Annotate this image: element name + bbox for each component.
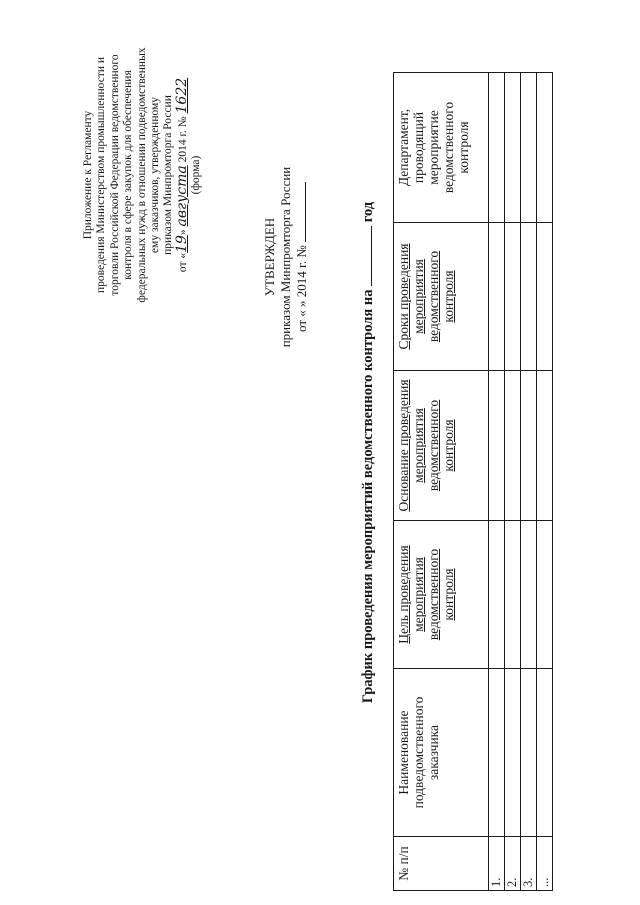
year-blank (360, 226, 372, 286)
row-number: 2. (505, 837, 521, 891)
blank-underline (294, 182, 306, 242)
approved-by: приказом Минпромторга России (278, 166, 293, 348)
row-number: ... (537, 837, 553, 891)
appendix-line: ему заказчиков, утвержденному (149, 96, 162, 254)
date-year: 2014 г. № (176, 116, 189, 163)
row-number: 1. (489, 837, 505, 891)
appendix-date-line (173, 25, 190, 325)
approved-date-text: от « » 2014 г. № (294, 245, 309, 333)
header-customer-name: Наименование подведомственного заказчика (394, 669, 489, 837)
date-prefix: от « (176, 252, 189, 273)
table-row (505, 73, 521, 891)
document-title (360, 0, 377, 905)
table-row (489, 73, 505, 891)
header-basis: Основание проведения мероприятия ведомственного контроля (394, 371, 489, 521)
table-row (521, 73, 537, 891)
table-row (537, 73, 553, 891)
title-prefix: График проведения мероприятий ведомственного контроля на (360, 289, 376, 704)
handwritten-number: 1622 (173, 77, 190, 114)
approved-date-line (294, 127, 310, 387)
appendix-line: приказом Минпромторга России (162, 95, 175, 255)
header-terms: Сроки проведения мероприятия ведомственного контроля (394, 223, 489, 371)
appendix-line: контроля в сфере закупок для обеспечения (122, 70, 135, 280)
form-label: (форма) (190, 155, 203, 195)
approved-block (262, 127, 310, 387)
table-header-row (394, 73, 489, 891)
appendix-block (82, 25, 204, 325)
title-suffix: год (360, 201, 376, 223)
appendix-line: торговли Российской Федерации ведомственного (108, 54, 121, 296)
appendix-line: Приложение к Регламенту (82, 110, 94, 240)
approved-heading: УТВЕРЖДЕН (262, 217, 277, 297)
header-purpose: Цель проведения мероприятия ведомственного контроля (394, 521, 489, 669)
header-number: № п/п (394, 837, 489, 891)
schedule-table (393, 72, 553, 891)
header-department: Департамент, проводящий мероприятие ведомственного контроля (394, 73, 489, 223)
handwritten-month: августа (173, 165, 190, 227)
handwritten-day: 19 (173, 235, 190, 253)
appendix-line: федеральных нужд в отношении подведомственных (135, 47, 148, 303)
row-number: 3. (521, 837, 537, 891)
date-mid: » (176, 229, 189, 236)
appendix-line: проведения Министерством промышленности и (95, 56, 108, 294)
